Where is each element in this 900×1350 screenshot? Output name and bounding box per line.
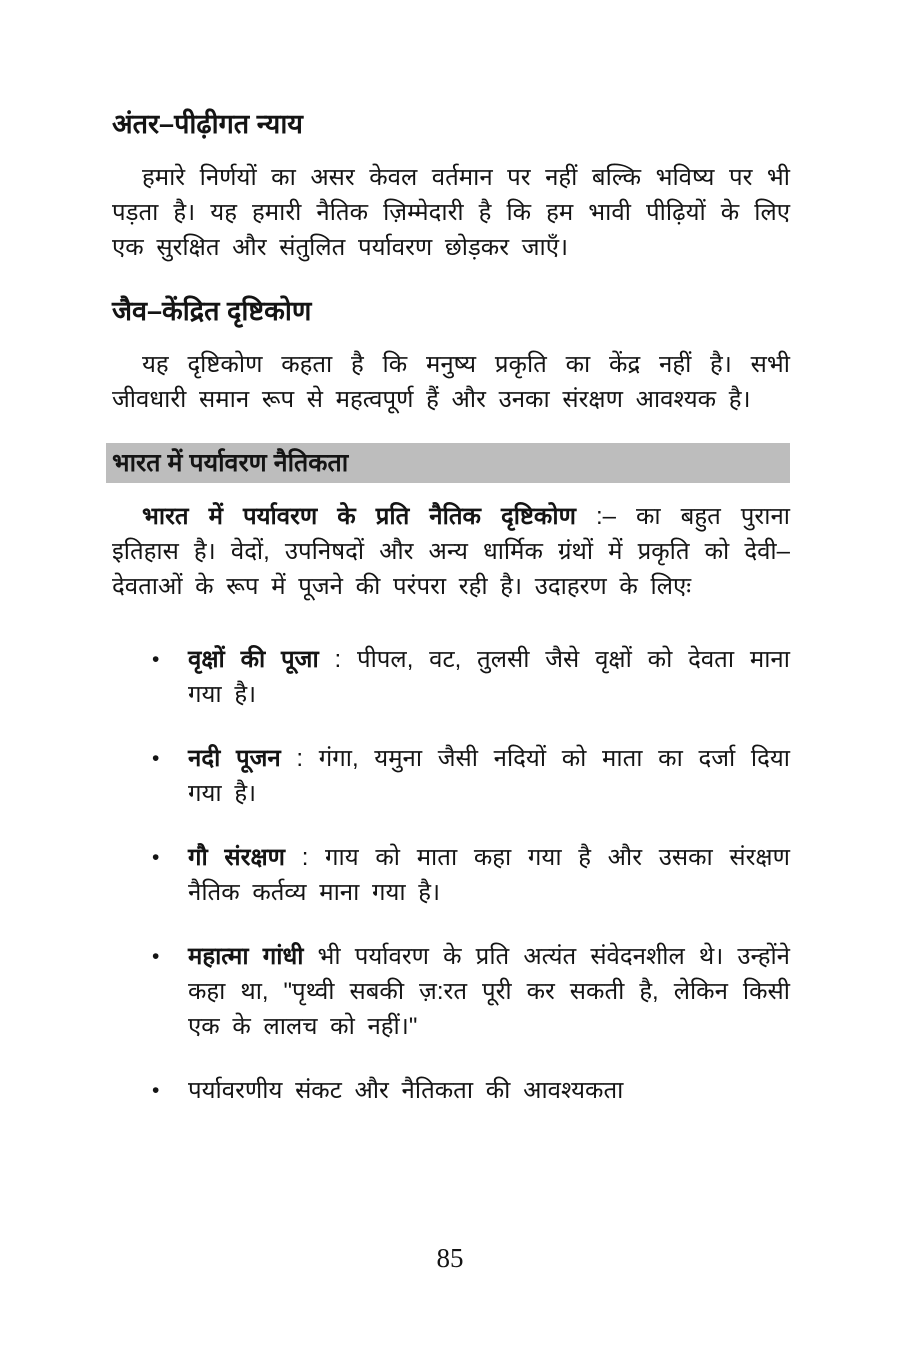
paragraph-intergenerational-justice: हमारे निर्णयों का असर केवल वर्तमान पर नहीं बल्कि भविष्य पर भी पड़ता है। यह हमारी नैतिक ज़िम्मेदारी है कि हम भावी पीढ़ियों के लिए एक सुरक्षित और संतुलित पर्यावरण छोड़कर जाएँ। (112, 164, 790, 261)
bullet-icon: • (152, 1079, 160, 1102)
list-item-tree-worship (152, 642, 790, 712)
list-item-river-worship (152, 741, 790, 811)
list-item-cow-protection (152, 840, 790, 910)
bullet-list (112, 642, 790, 1108)
bullet-body: भी पर्यावरण के प्रति अत्यंत संवेदनशील थे। उन्होंने कहा था, "पृथ्वी सबकी ज़:रत पूरी कर सकती है, लेकिन किसी एक के लालच को नहीं।" (188, 943, 790, 1040)
paragraph-rest-text: :– का बहुत पुराना इतिहास है। वेदों, उपनिषदों और अन्य धार्मिक ग्रंथों में प्रकृति को देवी–देवताओं के रूप में पूजने की परंपरा रही है। उदाहरण के लिएः (112, 503, 790, 600)
bullet-body: गाय को माता कहा गया है और उसका संरक्षण नैतिक कर्तव्य माना गया है। (188, 844, 790, 906)
list-item-text (188, 840, 790, 910)
bullet-icon: • (152, 747, 160, 770)
bullet-separator: : (280, 745, 319, 772)
list-item-text (188, 741, 790, 811)
paragraph-biocentric-view: यह दृष्टिकोण कहता है कि मनुष्य प्रकृति का केंद्र नहीं है। सभी जीवधारी समान रूप से महत्वपूर्ण हैं और उनका संरक्षण आवश्यक है। (112, 351, 790, 413)
list-item-text (188, 939, 790, 1044)
bullet-term: महात्मा गांधी (188, 943, 304, 970)
bullet-icon: • (152, 846, 160, 869)
section-heading-biocentric-view: जैव–केंद्रित दृष्टिकोण (112, 296, 312, 326)
list-item-environmental-crisis (152, 1073, 790, 1108)
bullet-body: गंगा, यमुना जैसी नदियों को माता का दर्जा दिया गया है। (188, 745, 790, 807)
bullet-separator: : (285, 844, 326, 871)
paragraph-environment-ethics-india (112, 499, 790, 604)
bullet-term: गौ संरक्षण (188, 844, 286, 871)
bullet-separator: : (318, 646, 357, 673)
bullet-body: पर्यावरणीय संकट और नैतिकता की आवश्यकता (188, 1077, 624, 1104)
list-item-mahatma-gandhi (152, 939, 790, 1044)
list-item-text (188, 1073, 790, 1108)
bullet-term: वृक्षों की पूजा (188, 646, 319, 673)
bullet-icon: • (152, 648, 160, 671)
bullet-term: नदी पूजन (188, 745, 281, 772)
highlighted-section-heading-environment-ethics-india: भारत में पर्यावरण नैतिकता (106, 443, 790, 483)
paragraph-bold-lead: भारत में पर्यावरण के प्रति नैतिक दृष्टिकोण (142, 503, 576, 530)
bullet-icon: • (152, 945, 160, 968)
page-number: 85 (436, 1243, 464, 1273)
section-heading-intergenerational-justice: अंतर–पीढ़ीगत न्याय (112, 109, 303, 139)
bullet-body: पीपल, वट, तुलसी जैसे वृक्षों को देवता माना गया है। (188, 646, 790, 708)
bullet-separator (303, 943, 317, 970)
list-item-text (188, 642, 790, 712)
